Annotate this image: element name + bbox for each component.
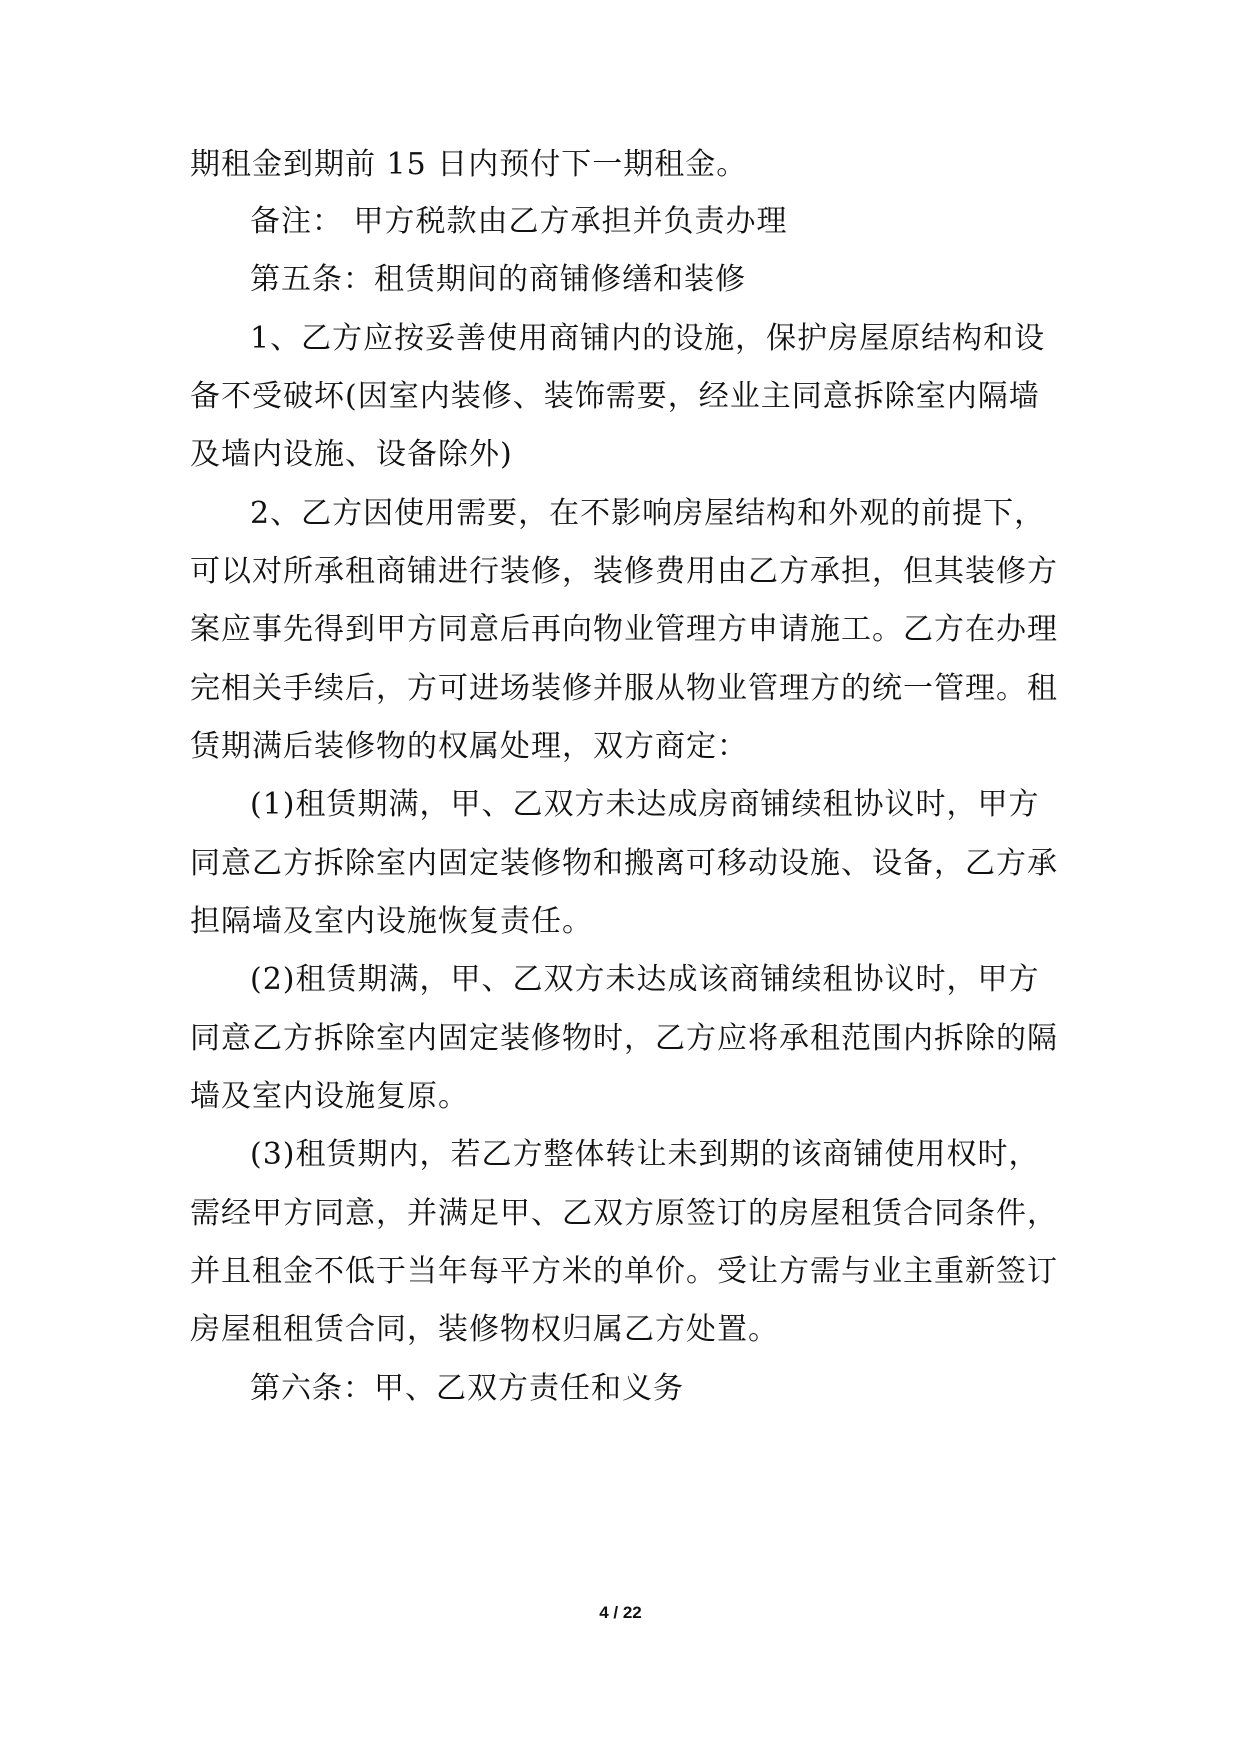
- text-line-13: 同意乙方拆除室内固定装修物和搬离可移动设施、设备，乙方承: [190, 846, 1058, 881]
- text-line-9: 案应事先得到甲方同意后再向物业管理方申请施工。乙方在办理: [190, 612, 1058, 647]
- text-line-8: 可以对所承租商铺进行装修，装修费用由乙方承担，但其装修方: [190, 554, 1058, 589]
- text-line-6: 及墙内设施、设备除外): [190, 437, 513, 472]
- text-line-21: 房屋租租赁合同，装修物权归属乙方处置。: [190, 1312, 779, 1347]
- text-line-1: 期租金到期前 15 日内预付下一期租金。: [190, 147, 748, 182]
- text-line-20: 并且租金不低于当年每平方米的单价。受让方需与业主重新签订: [190, 1254, 1058, 1289]
- text-line-14: 担隔墙及室内设施恢复责任。: [190, 904, 593, 939]
- text-line-22: 第六条：甲、乙双方责任和义务: [250, 1371, 684, 1406]
- page-number: 4 / 22: [599, 1603, 642, 1622]
- text-line-18: (3)租赁期内，若乙方整体转让未到期的该商铺使用权时，: [250, 1137, 1040, 1172]
- text-line-10: 完相关手续后，方可进场装修并服从物业管理方的统一管理。租: [190, 671, 1058, 706]
- text-line-11: 赁期满后装修物的权属处理，双方商定：: [190, 729, 748, 764]
- text-line-4: 1、乙方应按妥善使用商铺内的设施，保护房屋原结构和设: [250, 321, 1046, 356]
- text-line-3: 第五条：租赁期间的商铺修缮和装修: [250, 262, 746, 297]
- text-line-16: 同意乙方拆除室内固定装修物时，乙方应将承租范围内拆除的隔: [190, 1021, 1058, 1056]
- text-line-12: (1)租赁期满，甲、乙双方未达成房商铺续租协议时，甲方: [250, 787, 1040, 822]
- text-line-15: (2)租赁期满，甲、乙双方未达成该商铺续租协议时，甲方: [250, 962, 1040, 997]
- text-line-17: 墙及室内设施复原。: [190, 1079, 469, 1114]
- text-line-19: 需经甲方同意，并满足甲、乙双方原签订的房屋租赁合同条件，: [190, 1196, 1058, 1231]
- text-line-5: 备不受破坏(因室内装修、装饰需要，经业主同意拆除室内隔墙: [190, 379, 1040, 414]
- text-line-2: 备注： 甲方税款由乙方承担并负责办理: [250, 204, 788, 239]
- text-line-7: 2、乙方因使用需要，在不影响房屋结构和外观的前提下，: [250, 496, 1046, 531]
